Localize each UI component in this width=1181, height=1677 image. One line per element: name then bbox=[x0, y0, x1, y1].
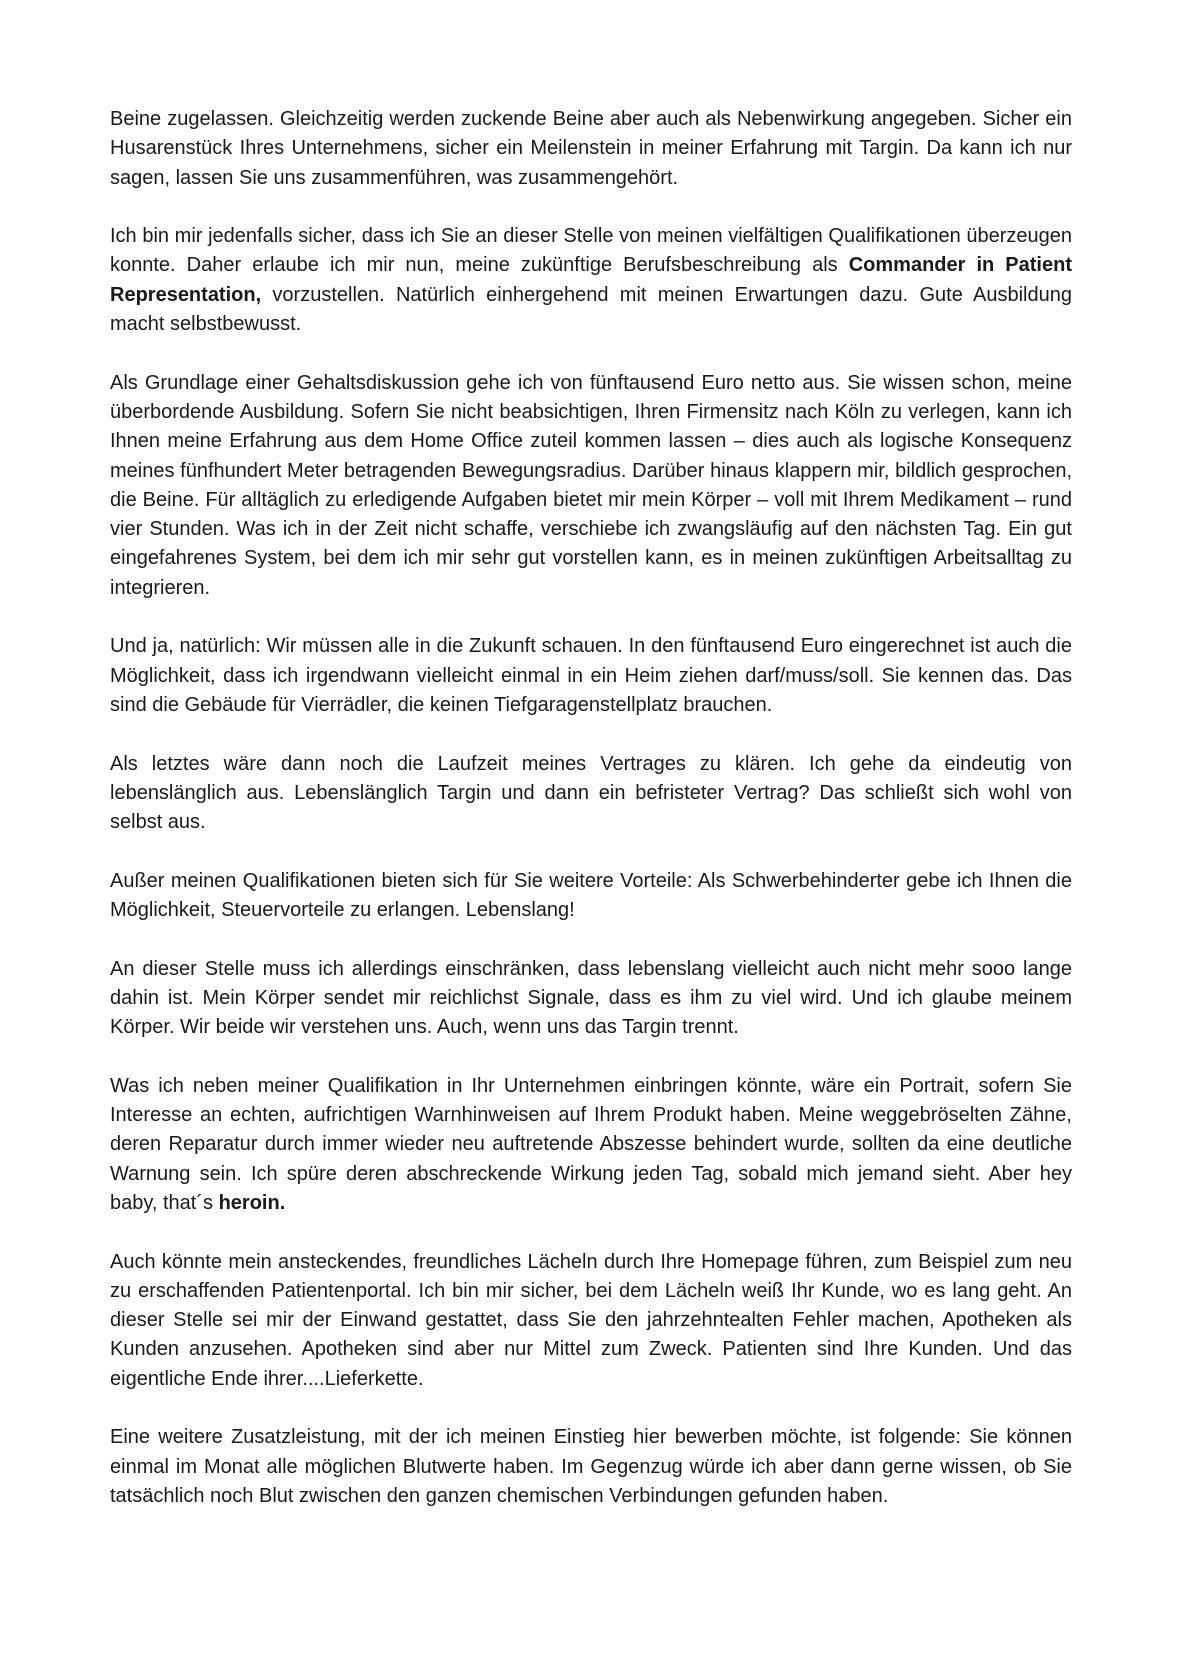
paragraph-5 bbox=[110, 750, 1072, 838]
paragraph-text: Als Grundlage einer Gehaltsdiskussion gehe ich von fünftausend Euro netto aus. Sie wissen schon, meine überbordende Ausbildung. Sofern Sie nicht beabsichtigen, Ihren Firmensitz nach Köln zu verlegen, kann ich Ihnen meine Erfahrung aus dem Home Office zuteil kommen lassen – dies auch als logische Konsequenz meines fünfhundert Meter betragenden Bewegungsradius. Darüber hinaus klappern mir, bildlich gesprochen, die Beine. Für alltäglich zu erledigende Aufgaben bietet mir mein Körper – voll mit Ihrem Medikament – rund vier Stunden. Was ich in der Zeit nicht schaffe, verschiebe ich zwangsläufig auf den nächsten Tag. Ein gut eingefahrenes System, bei dem ich mir sehr gut vorstellen kann, es in meinen zukünftigen Arbeitsalltag zu integrieren. bbox=[110, 371, 1072, 599]
paragraph-6 bbox=[110, 867, 1072, 926]
paragraph-text: An dieser Stelle muss ich allerdings einschränken, dass lebenslang vielleicht auch nicht mehr sooo lange dahin ist. Mein Körper sendet mir reichlichst Signale, dass es ihm zu viel wird. Und ich glaube meinem Körper. Wir beide wir verstehen uns. Auch, wenn uns das Targin trennt. bbox=[110, 957, 1072, 1039]
paragraph-9 bbox=[110, 1248, 1072, 1394]
paragraph-text: Ich bin mir jedenfalls sicher, dass ich Sie an dieser Stelle von meinen vielfältigen Qualifikationen überzeugen konnte. Daher erlaube ich mir nun, meine zukünftige Berufsbeschreibung als bbox=[110, 225, 1072, 277]
paragraph-2 bbox=[110, 222, 1072, 339]
paragraph-text: Als letztes wäre dann noch die Laufzeit meines Vertrages zu klären. Ich gehe da eindeutig von lebenslänglich aus. Lebenslänglich Targin und dann ein befristeter Vertrag? Das schließt sich wohl von selbst aus. bbox=[110, 752, 1072, 834]
document-page bbox=[110, 105, 1072, 1511]
paragraph-text: vorzustellen. Natürlich einhergehend mit meinen Erwartungen dazu. Gute Ausbildung macht selbstbewusst. bbox=[110, 283, 1072, 336]
bold-job-title: Commander in Patient Representation, bbox=[110, 254, 1072, 306]
paragraph-10 bbox=[110, 1423, 1072, 1511]
paragraph-text: Was ich neben meiner Qualifikation in Ihr Unternehmen einbringen könnte, wäre ein Portrait, sofern Sie Interesse an echten, aufrichtigen Warnhinweisen auf Ihrem Produkt haben. Meine weggebröselten Zähne, deren Reparatur durch immer wieder neu auftretende Abszesse behindert wurde, sollten da eine deutliche Warnung sein. Ich spüre deren abschreckende Wirkung jeden Tag, sobald mich jemand sieht. Aber hey baby, that´s bbox=[110, 1074, 1072, 1214]
bold-heroin: heroin. bbox=[218, 1191, 286, 1214]
paragraph-1 bbox=[110, 105, 1072, 193]
paragraph-text: Beine zugelassen. Gleichzeitig werden zuckende Beine aber auch als Nebenwirkung angegeben. Sicher ein Husarenstück Ihres Unternehmens, sicher ein Meilenstein in meiner Erfahrung mit Targin. Da kann ich nur sagen, lassen Sie uns zusammenführen, was zusammengehört. bbox=[110, 108, 1072, 189]
paragraph-text: Und ja, natürlich: Wir müssen alle in die Zukunft schauen. In den fünftausend Euro eingerechnet ist auch die Möglichkeit, dass ich irgendwann vielleicht einmal in ein Heim ziehen darf/muss/soll. Sie kennen das. Das sind die Gebäude für Vierrädler, die keinen Tiefgaragenstellplatz brauchen. bbox=[110, 635, 1072, 716]
paragraph-text: Außer meinen Qualifikationen bieten sich für Sie weitere Vorteile: Als Schwerbehinderter gebe ich Ihnen die Möglichkeit, Steuervorteile zu erlangen. Lebenslang! bbox=[110, 869, 1072, 922]
paragraph-text: Eine weitere Zusatzleistung, mit der ich meinen Einstieg hier bewerben möchte, ist folgende: Sie können einmal im Monat alle möglichen Blutwerte haben. Im Gegenzug würde ich aber dann gerne wissen, ob Sie tatsächlich noch Blut zwischen den ganzen chemischen Verbindungen gefunden haben. bbox=[110, 1426, 1072, 1507]
paragraph-4 bbox=[110, 632, 1072, 720]
paragraph-7 bbox=[110, 955, 1072, 1043]
paragraph-3 bbox=[110, 369, 1072, 603]
paragraph-text: Auch könnte mein ansteckendes, freundliches Lächeln durch Ihre Homepage führen, zum Beispiel zum neu zu erschaffenden Patientenportal. Ich bin mir sicher, bei dem Lächeln weiß Ihr Kunde, wo es lang geht. An dieser Stelle sei mir der Einwand gestattet, dass Sie den jahrzehntealten Fehler machen, Apotheken als Kunden anzusehen. Apotheken sind aber nur Mittel zum Zweck. Patienten sind Ihre Kunden. Und das eigentliche Ende ihrer....Lieferkette. bbox=[110, 1250, 1072, 1390]
paragraph-8 bbox=[110, 1072, 1072, 1218]
